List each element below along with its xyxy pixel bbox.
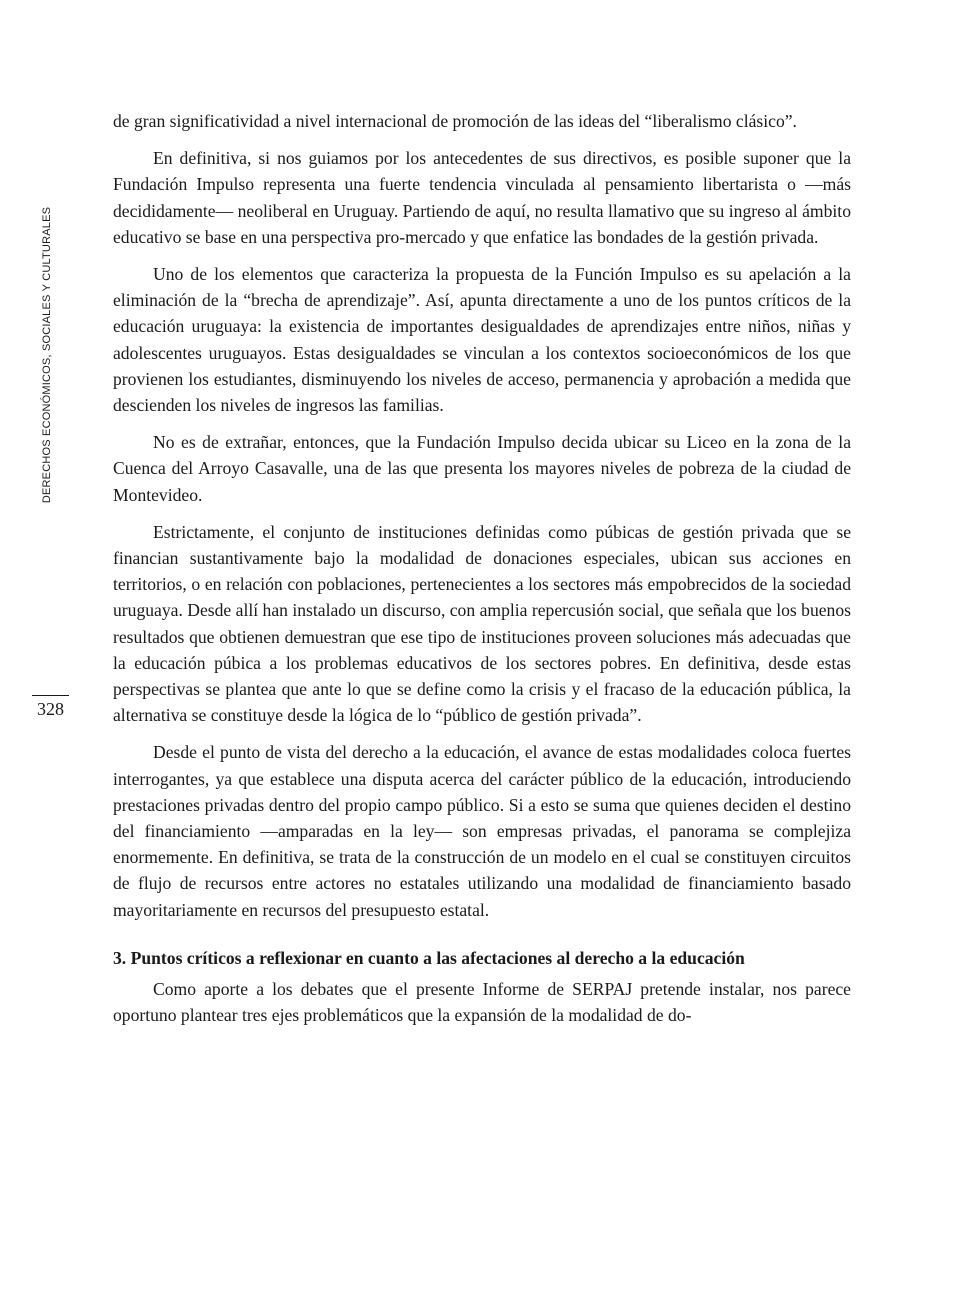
running-head: DERECHOS ECONÓMICOS, SOCIALES Y CULTURALES xyxy=(41,206,53,504)
paragraph: de gran significatividad a nivel internacional de promoción de las ideas del “liberalismo clásico”. xyxy=(113,111,797,131)
paragraph: Como aporte a los debates que el presente Informe de SERPAJ pretende instalar, nos parece oportuno plantear tres ejes problemáticos que la expansión de la modalidad de do- xyxy=(113,978,851,1026)
paragraph: Desde el punto de vista del derecho a la educación, el avance de estas modalidades coloca fuertes interrogantes, ya que establece una disputa acerca del carácter público de la educación, introduciendo prestaciones privadas dentro del propio campo público. Si a esto se suma que quienes deciden el destino del financiamiento —amparadas en la ley— son empresas privadas, el panorama se complejiza enormemente. En definitiva, se trata de la construcción de un modelo en el cual se constituyen circuitos de flujo de recursos entre actores no estatales utilizando una modalidad de financiamiento basado mayoritariamente en recursos del presupuesto estatal. xyxy=(113,742,851,920)
paragraph: Uno de los elementos que caracteriza la propuesta de la Función Impulso es su apelación a la eliminación de la “brecha de aprendizaje”. Así, apunta directamente a uno de los puntos críticos de la educación uruguaya: la existencia de importantes desigualdades de aprendizajes entre niños, niñas y adolescentes uruguayos. Estas desigualdades se vinculan a los contextos socioeconómicos de los que provienen los estudiantes, disminuyendo los niveles de acceso, permanencia y aprobación a medida que descienden los niveles de ingresos las familias. xyxy=(113,264,851,416)
paragraph: No es de extrañar, entonces, que la Fundación Impulso decida ubicar su Liceo en la zona de la Cuenca del Arroyo Casavalle, una de las que presenta los mayores niveles de pobreza de la ciudad de Montevideo. xyxy=(113,432,851,505)
paragraph: En definitiva, si nos guiamos por los antecedentes de sus directivos, es posible suponer que la Fundación Impulso representa una fuerte tendencia vinculada al pensamiento libertarista o —más decididamente— neoliberal en Uruguay. Partiendo de aquí, no resulta llamativo que su ingreso al ámbito educativo se base en una perspectiva pro-mercado y que enfatice las bondades de la gestión privada. xyxy=(113,148,851,247)
paragraph: Estrictamente, el conjunto de instituciones definidas como púbicas de gestión privada que se financian sustantivamente bajo la modalidad de donaciones especiales, ubican sus acciones en territorios, o en relación con poblaciones, pertenecientes a los sectores más empobrecidos de la sociedad uruguaya. Desde allí han instalado un discurso, con amplia repercusión social, que señala que los buenos resultados que obtienen demuestran que ese tipo de instituciones proveen soluciones más adecuadas que la educación púbica a los problemas educativos de los sectores pobres. En definitiva, desde estas perspectivas se plantea que ante lo que se define como la crisis y el fracaso de la educación pública, la alternativa se constituye desde la lógica de lo “público de gestión privada”. xyxy=(113,521,851,726)
section-heading: 3. Puntos críticos a reflexionar en cuanto a las afectaciones al derecho a la educación xyxy=(113,947,745,968)
page-number: 328 xyxy=(32,695,69,720)
body-text xyxy=(113,108,851,1039)
